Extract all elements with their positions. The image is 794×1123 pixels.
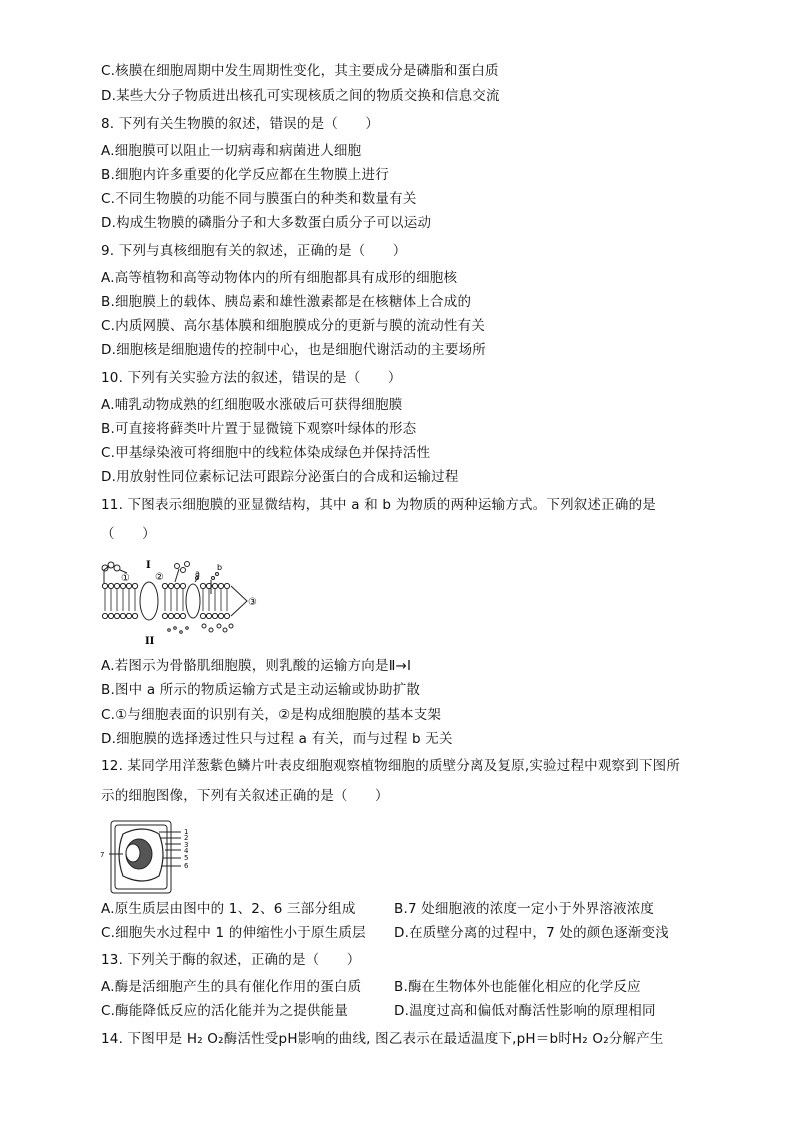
q10-option-d: D.用放射性同位素标记法可跟踪分泌蛋白的合成和运输过程 [101, 469, 459, 485]
q9-option-d: D.细胞核是细胞遗传的控制中心，也是细胞代谢活动的主要场所 [101, 342, 486, 358]
q11-option-c: C.①与细胞表面的识别有关，②是构成细胞膜的基本支架 [101, 707, 442, 723]
q9-stem: 9. 下列与真核细胞有关的叙述，正确的是（ ） [101, 243, 407, 259]
cell-label-5: 5 [184, 854, 189, 862]
q10-stem: 10. 下列有关实验方法的叙述，错误的是（ ） [101, 370, 402, 386]
q8-option-b: B.细胞内许多重要的化学反应都在生物膜上进行 [101, 167, 389, 183]
q9-option-a: A.高等植物和高等动物体内的所有细胞都具有成形的细胞核 [101, 270, 458, 286]
cell-label-1: 1 [184, 828, 189, 836]
q8-option-d: D.构成生物膜的磷脂分子和大多数蛋白质分子可以运动 [101, 215, 432, 231]
label-circle-3: ③ [248, 597, 257, 608]
q12-option-a: A.原生质层由图中的 1、2、6 三部分组成 [101, 901, 356, 917]
q12-option-b: B.7 处细胞液的浓度一定小于外界溶液浓度 [394, 901, 655, 917]
q12-stem-line1: 12. 某同学用洋葱紫色鳞片叶表皮细胞观察植物细胞的质壁分离及复原,实验过程中观察到下图所 [101, 758, 681, 774]
q11-stem: 11. 下图表示细胞膜的亚显微结构，其中 a 和 b 为物质的两种运输方式。下列叙述正确的是 [101, 497, 656, 513]
q11-option-b: B.图中 a 所示的物质运输方式是主动运输或协助扩散 [101, 682, 421, 698]
q8-stem: 8. 下列有关生物膜的叙述，错误的是（ ） [101, 116, 380, 132]
protein-3-pointer [231, 586, 247, 616]
label-circle-2: ② [155, 572, 164, 583]
label-b: b [217, 563, 223, 572]
q13-stem: 13. 下列关于酶的叙述，正确的是（ ） [101, 952, 361, 968]
cell-label-7: 7 [100, 851, 105, 859]
label-a: a [195, 569, 200, 578]
q7-option-d: D.某些大分子物质进出核孔可实现核质之间的物质交换和信息交流 [101, 88, 500, 104]
cell-label-4: 4 [184, 847, 189, 855]
cell-label-3: 3 [184, 841, 189, 849]
label-side-I: I [146, 560, 151, 571]
q12-option-c: C.细胞失水过程中 1 的伸缩性小于原生质层 [101, 925, 366, 941]
q11-option-d: D.细胞膜的选择透过性只与过程 a 有关，而与过程 b 无关 [101, 731, 453, 747]
q11-option-a: A.若图示为骨骼肌细胞膜，则乳酸的运输方向是Ⅱ→Ⅰ [101, 658, 412, 674]
q12-stem-line2: 示的细胞图像，下列有关叙述正确的是（ ） [101, 788, 389, 804]
q12-option-d: D.在质壁分离的过程中，7 处的颜色逐渐变浅 [394, 925, 669, 941]
q8-option-a: A.细胞膜可以阻止一切病毒和病菌进人细胞 [101, 143, 362, 159]
plant-cell-figure [99, 818, 209, 896]
q13-option-c: C.酶能降低反应的活化能并为之提供能量 [101, 1003, 349, 1019]
lipid-heads-bottom [102, 613, 229, 618]
q13-option-d: D.温度过高和偏低对酶活性影响的原理相同 [394, 1003, 656, 1019]
q10-option-b: B.可直接将藓类叶片置于显微镜下观察叶绿体的形态 [101, 421, 417, 437]
cell-label-6: 6 [184, 862, 189, 870]
q9-option-c: C.内质网膜、高尔基体膜和细胞膜成分的更新与膜的流动性有关 [101, 318, 486, 334]
membrane-protein-2 [140, 582, 158, 620]
q7-option-c: C.核膜在细胞周期中发生周期性变化，其主要成分是磷脂和蛋白质 [101, 63, 499, 79]
q13-option-a: A.酶是活细胞产生的具有催化作用的蛋白质 [101, 979, 362, 995]
cell-label-2: 2 [184, 834, 189, 842]
membrane-figure [99, 556, 259, 648]
label-side-II: II [145, 636, 155, 647]
q8-option-c: C.不同生物膜的功能不同与膜蛋白的种类和数量有关 [101, 191, 417, 207]
q14-stem: 14. 下图甲是 H₂ O₂酶活性受pH影响的曲线, 图乙表示在最适温度下,pH＝b时H₂ O₂分解产生 [101, 1031, 664, 1047]
q10-option-a: A.哺乳动物成熟的红细胞吸水涨破后可获得细胞膜 [101, 397, 403, 413]
q10-option-c: C.甲基绿染液可将细胞中的线粒体染成绿色并保持活性 [101, 445, 431, 461]
q11-paren: （ ） [101, 526, 156, 542]
q13-option-b: B.酶在生物体外也能催化相应的化学反应 [394, 979, 641, 995]
q9-option-b: B.细胞膜上的载体、胰岛素和雄性激素都是在核糖体上合成的 [101, 294, 472, 310]
label-circle-1: ① [121, 573, 130, 584]
